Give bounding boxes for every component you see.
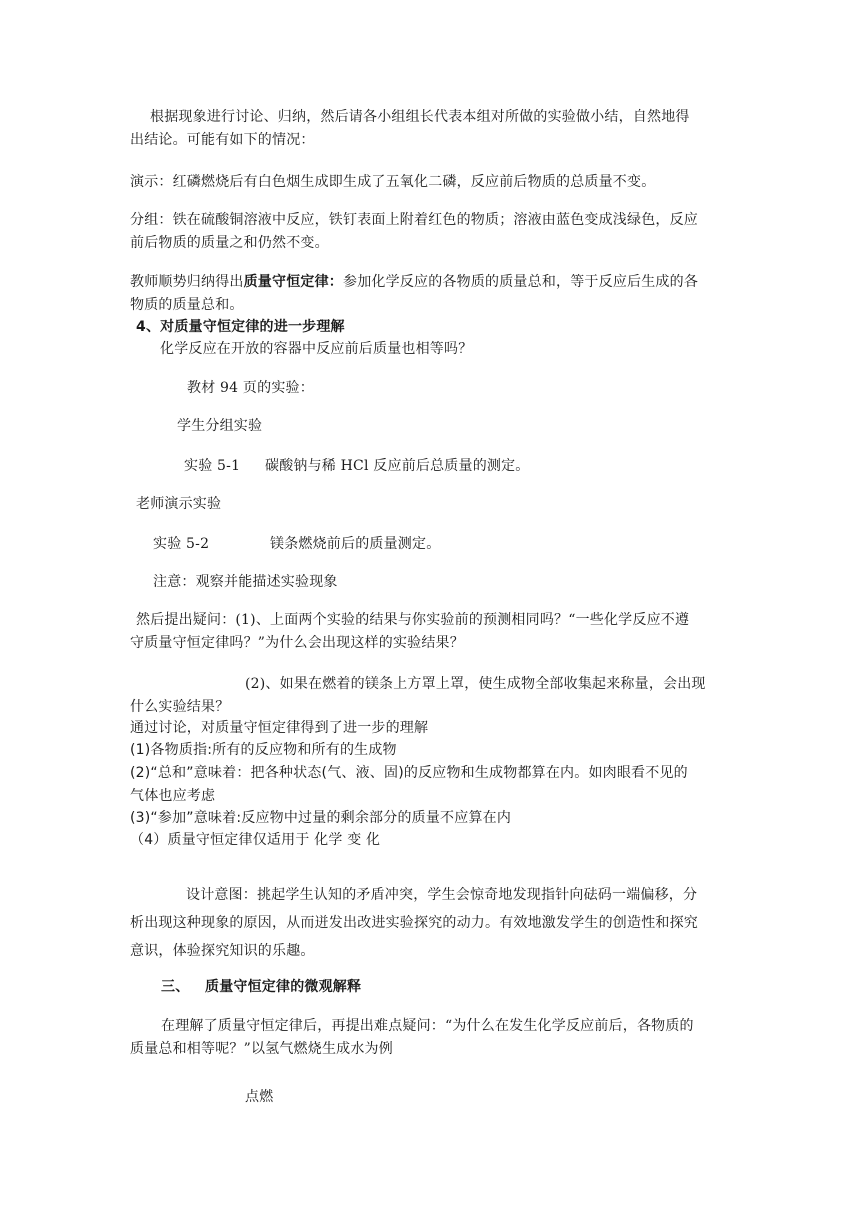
design-intent-line1: 设计意图：挑起学生认知的矛盾冲突，学生会惊奇地发现指针向砝码一端偏移，分 xyxy=(186,887,698,903)
paragraph-law-line2: 物质的质量总和。 xyxy=(130,297,244,313)
paragraph-group-line1: 分组：铁在硫酸铜溶液中反应，铁钉表面上附着红色的物质；溶液由蓝色变成浅绿色，反应 xyxy=(130,212,698,228)
ignite-label: 点燃 xyxy=(245,1089,274,1105)
paragraph-demonstration: 演示：红磷燃烧后有白色烟生成即生成了五氧化二磷，反应前后物质的总质量不变。 xyxy=(130,174,656,190)
design-intent-line2: 析出现这种现象的原因，从而迸发出改进实验探究的动力。有效地激发学生的创造性和探究 xyxy=(130,915,698,931)
micro-explanation-line1: 在理解了质量守恒定律后，再提出难点疑问：“为什么在发生化学反应前后，各物质的 xyxy=(161,1018,694,1034)
paragraph-law-line1 xyxy=(130,272,698,292)
understanding-3: (3)“参加”意味着:反应物中过量的剩余部分的质量不应算在内 xyxy=(130,810,512,826)
law-definition: 参加化学反应的各物质的质量总和，等于反应后生成的各 xyxy=(343,274,699,290)
understanding-2-line2: 气体也应考虑 xyxy=(130,788,216,804)
experiment-5-2-label: 实验 5-2 xyxy=(153,536,210,552)
understanding-2-line1: (2)“总和”意味着：把各种状态(气、液、固)的反应物和生成物都算在内。如肉眼看不见的 xyxy=(130,765,688,781)
law-prefix: 教师顺势归纳得出 xyxy=(130,274,244,290)
experiment-5-1-label: 实验 5-1 xyxy=(184,458,241,474)
doubt-1-line1: 然后提出疑问：(1)、上面两个实验的结果与你实验前的预测相同吗？“一些化学反应不遵 xyxy=(136,612,690,628)
section-3-number: 三、 xyxy=(161,979,190,995)
doubt-2-line2: 什么实验结果？ xyxy=(130,699,230,715)
section-3-title: 质量守恒定律的微观解释 xyxy=(205,979,362,995)
understanding-4: （4）质量守恒定律仅适用于 化学 变 化 xyxy=(130,832,381,848)
observation-note: 注意：观察并能描述实验现象 xyxy=(153,574,338,590)
student-group-experiment: 学生分组实验 xyxy=(177,418,263,434)
question-open-container: 化学反应在开放的容器中反应前后质量也相等吗？ xyxy=(160,341,473,357)
law-term: 质量守恒定律： xyxy=(243,274,344,290)
heading-further-understanding: 4、对质量守恒定律的进一步理解 xyxy=(136,319,345,335)
discussion-summary: 通过讨论，对质量守恒定律得到了进一步的理解 xyxy=(130,720,429,736)
understanding-1: (1)各物质指:所有的反应物和所有的生成物 xyxy=(130,742,397,758)
experiment-5-1-description: 碳酸钠与稀 HCl 反应前后总质量的测定。 xyxy=(265,458,530,474)
doubt-1-line2: 守质量守恒定律吗？”为什么会出现这样的实验结果？ xyxy=(130,635,464,651)
teacher-demonstration: 老师演示实验 xyxy=(136,496,222,512)
micro-explanation-line2: 质量总和相等呢？”以氢气燃烧生成水为例 xyxy=(130,1041,393,1057)
doubt-2-line1: (2)、如果在燃着的镁条上方罩上罩，使生成物全部收集起来称量，会出现 xyxy=(245,676,706,692)
textbook-experiment: 教材 94 页的实验： xyxy=(187,380,314,396)
design-intent-line3: 意识，体验探究知识的乐趣。 xyxy=(130,943,315,959)
experiment-5-2-description: 镁条燃烧前后的质量测定。 xyxy=(270,536,441,552)
paragraph-group-line2: 前后物质的质量之和仍然不变。 xyxy=(130,235,329,251)
paragraph-discussion-line2: 出结论。可能有如下的情况： xyxy=(130,132,315,148)
paragraph-discussion-line1: 根据现象进行讨论、归纳，然后请各小组组长代表本组对所做的实验做小结，自然地得 xyxy=(150,109,690,125)
